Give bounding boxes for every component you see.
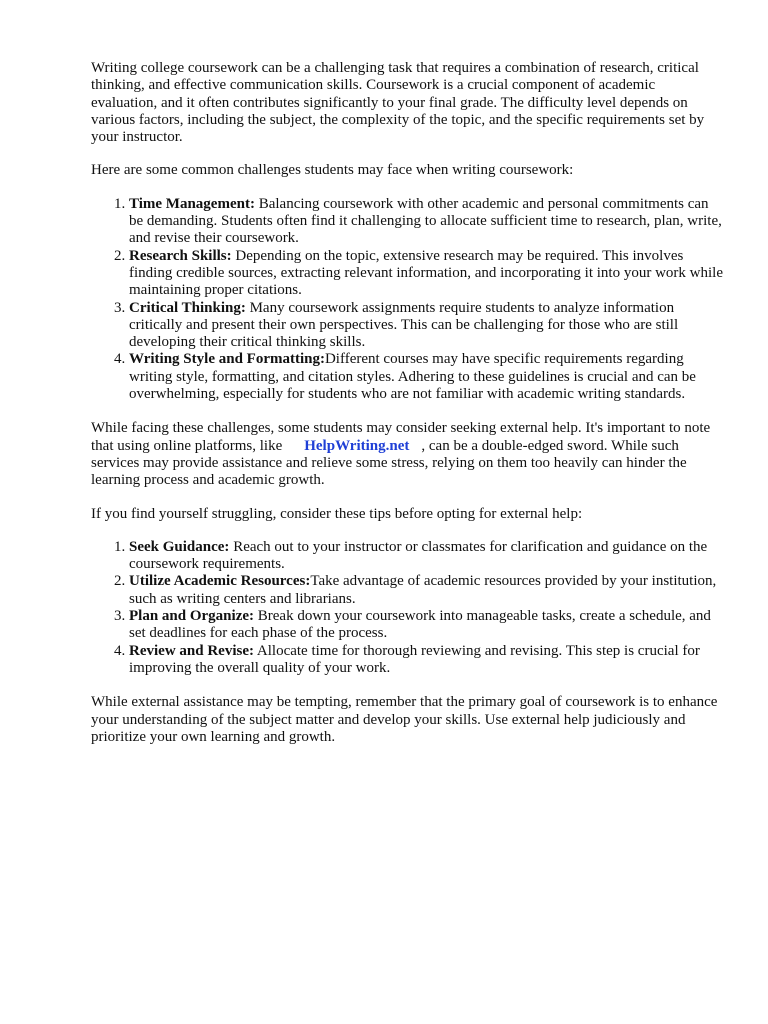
item-term: Writing Style and Formatting: [129, 351, 325, 368]
list-item [129, 573, 723, 608]
conclusion-paragraph: While external assistance may be tempting, remember that the primary goal of coursework is to enhance your understanding of the subject matter and develop your skills. Use external help judiciously and prioritize your own learning and growth. [91, 694, 718, 745]
list-item [129, 351, 723, 403]
intro-paragraph: Writing college coursework can be a challenging task that requires a combination of research, critical thinking, and effective communication skills. Coursework is a crucial component of academic evaluation, and it often contributes significantly to your final grade. The difficulty level depends on various factors, including the subject, the complexity of the topic, and the specific requirements set by your instructor. [91, 60, 705, 146]
list-item [129, 608, 723, 643]
item-text: Depending on the topic, extensive research may be required. This involves finding credible sources, extracting relevant information, and incorporating it into your work while maintaining proper citations. [129, 247, 723, 299]
item-term: Seek Guidance: [129, 538, 230, 555]
list-item [129, 248, 723, 300]
item-text: Allocate time for thorough reviewing and revising. This step is crucial for improving the overall quality of your work. [129, 642, 700, 676]
item-text: Break down your coursework into manageable tasks, create a schedule, and set deadlines for each phase of the process. [129, 608, 711, 642]
challenges-list [91, 196, 723, 404]
item-term: Time Management: [129, 195, 255, 212]
item-term: Review and Revise: [129, 642, 254, 659]
item-text: Balancing coursework with other academic and personal commitments can be demanding. Students often find it challenging to allocate sufficient time to research, plan, write, and revise their coursework. [129, 195, 722, 247]
help-paragraph [91, 420, 723, 489]
challenges-intro: Here are some common challenges students may face when writing coursework: [91, 162, 574, 179]
item-term: Research Skills: [129, 247, 232, 264]
helpwriting-link[interactable]: HelpWriting.net [304, 437, 410, 454]
item-term: Critical Thinking: [129, 299, 246, 316]
item-text: Reach out to your instructor or classmates for clarification and guidance on the coursework requirements. [129, 538, 708, 573]
help-text-after: , can be a double-edged sword. While such services may provide assistance and relieve some stress, relying on them too heavily can hinder the learning process and academic growth. [91, 437, 687, 489]
tips-intro: If you find yourself struggling, consider these tips before opting for external help: [91, 505, 583, 522]
list-item [129, 300, 723, 352]
list-item [129, 539, 723, 574]
list-item [129, 643, 723, 678]
item-text: Different courses may have specific requirements regarding writing style, formatting, and citation styles. Adhering to these guidelines is crucial and can be overwhelming, especially for students who are not familiar with academic writing standards. [129, 351, 696, 403]
tips-list [91, 539, 723, 677]
item-text: Take advantage of academic resources provided by your institution, such as writing centers and librarians. [129, 573, 717, 607]
help-text-before: While facing these challenges, some students may consider seeking external help. It's important to note that using online platforms, like [91, 420, 711, 454]
item-term: Utilize Academic Resources: [129, 573, 311, 590]
item-term: Plan and Organize: [129, 608, 255, 625]
item-text: Many coursework assignments require students to analyze information critically and present their own perspectives. This can be challenging for those who are still developing their critical thinking skills. [129, 299, 679, 351]
list-item [129, 196, 723, 248]
document-body [91, 60, 723, 762]
